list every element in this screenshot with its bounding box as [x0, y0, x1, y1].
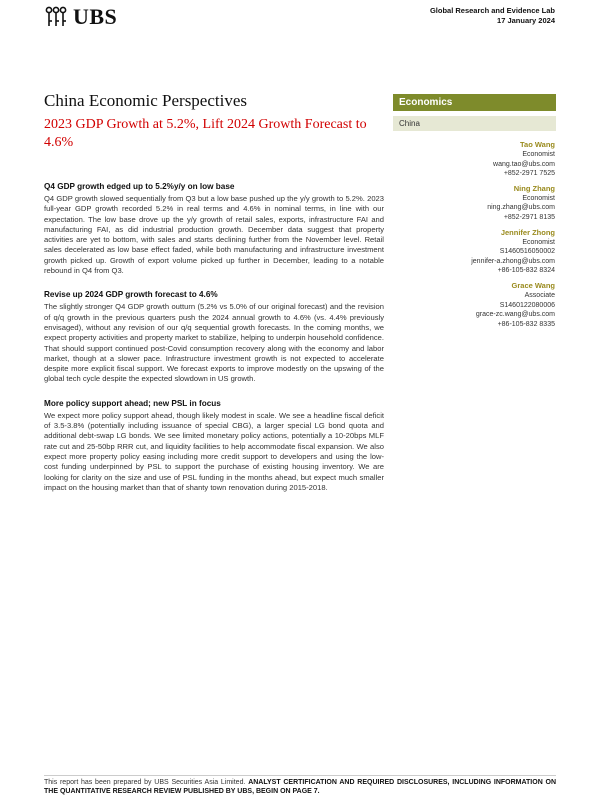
analyst-email[interactable]: grace-zc.wang@ubs.com [475, 311, 555, 319]
section-paragraph: Q4 GDP growth slowed sequentially from Q3 but a low base pushed up the y/y growth to 5.2%. 2023 full-year GDP growth recorded 5.2% in real terms and 4.6% in nominal terms, in line with our expectation. The low base drove up the y/y growth of retail sales, exports, infrastructure FAI and manufacturing FAI, as did industrial production growth. December data suggest that property activities are yet to bottom, with sales and starts declining further from the November level. Retail sales decelerated as low base effect faded, while both manufacturing and infrastructure investment growth picked up. Growth of export volume picked up further in December, leading to a notable rebound in Q4 from Q3. [44, 194, 384, 276]
analyst-role: Associate [524, 291, 555, 299]
footer-disclosure: ANALYST CERTIFICATION AND REQUIRED DISCLOSURES, INCLUDING INFORMATION ON THE QUANTITATIVE RESEARCH REVIEW PUBLISHED BY UBS, BEGIN ON PAGE 7. [44, 779, 557, 795]
header-meta [430, 6, 555, 26]
analyst-entry [395, 281, 555, 329]
body-section [44, 289, 384, 384]
analyst-entry [395, 140, 555, 179]
analyst-role: Economist [522, 238, 555, 246]
analyst-license: S1460516050002 [499, 248, 555, 256]
section-paragraph: We expect more policy support ahead, though likely modest in scale. We see a headline fiscal deficit of 3.5-3.8% (potentially including issuance of special CBG), a larger special LG bond quota and additional debt-swap LG bonds. We see limited monetary policy actions, potentially a 10-20bps MLF rate cut and 25-50bp RRR cut, and liquidity facilities to help accommodate fiscal expansion. We also expect more property policy easing including more credit support to developers and using the low-cost funding underpinned by PSL to support the purchase of existing housing inventory. We are looking for clarity on the size and use of PSL funding in the months ahead, but expect much smaller impact on the housing market than that of shanty town renovation during 2015-2018. [44, 410, 384, 492]
body-section [44, 398, 384, 493]
report-subtitle: 2023 GDP Growth at 5.2%, Lift 2024 Growth Forecast to 4.6% [44, 117, 367, 150]
brand-wordmark: UBS [73, 4, 118, 29]
analyst-name: Tao Wang [520, 140, 555, 149]
analyst-name: Ning Zhang [513, 183, 555, 193]
analyst-license: S1460122080006 [499, 301, 555, 309]
section-heading: Q4 GDP growth edged up to 5.2%y/y on low base [44, 182, 235, 191]
analyst-name: Grace Wang [511, 280, 555, 290]
analyst-email[interactable]: ning.zhang@ubs.com [487, 204, 555, 212]
report-title: China Economic Perspectives [44, 91, 248, 110]
division-label: Global Research and Evidence Lab [429, 6, 555, 15]
analyst-phone: +86-105-832 8324 [497, 267, 555, 275]
analyst-entry [395, 184, 555, 223]
section-paragraph: The slightly stronger Q4 GDP growth outturn (5.2% vs 5.0% of our original forecast) and the revision of q/q growth in the previous quarters push the 2024 annual growth to 4.6% (vs. 4.4% previously envisaged), without any revision of our q/q sequential growth forecasts. In the coming months, we expect property activities and property market to stabilize, helping to underpin household confidence. That should support continued post-Covid consumption recovery along with the economy and labor market, though at a slower pace. Infrastructure investment growth is not expected to accelerate despite more explicit fiscal support. We forecast exports to improve modestly on the upswing of the global tech cycle despite the expected slowdown in US growth. [44, 302, 384, 384]
analyst-phone: +852-2971 7525 [503, 170, 555, 178]
ubs-keys-icon [44, 6, 68, 28]
report-date: 17 January 2024 [497, 16, 555, 25]
footer-divider [44, 775, 556, 776]
section-tag: Economics [393, 94, 556, 111]
analyst-phone: +86-105-832 8335 [497, 320, 555, 328]
analyst-role: Economist [522, 194, 555, 202]
disclosure-footer [44, 778, 556, 796]
ubs-logo [44, 4, 117, 30]
analyst-name: Jennifer Zhong [500, 227, 555, 237]
footer-lead: This report has been prepared by UBS Securities Asia Limited. [44, 779, 246, 786]
section-heading: More policy support ahead; new PSL in focus [44, 398, 221, 408]
analyst-email[interactable]: jennifer-a.zhong@ubs.com [471, 257, 555, 265]
report-body [44, 181, 384, 506]
region-tag: China [393, 116, 556, 131]
analyst-email[interactable]: wang.tao@ubs.com [493, 160, 555, 168]
analyst-entry [395, 228, 555, 276]
section-heading: Revise up 2024 GDP growth forecast to 4.6% [44, 290, 218, 300]
analyst-list [395, 140, 555, 334]
body-section [44, 181, 384, 276]
analyst-phone: +852-2971 8135 [503, 213, 555, 221]
analyst-role: Economist [522, 151, 555, 158]
